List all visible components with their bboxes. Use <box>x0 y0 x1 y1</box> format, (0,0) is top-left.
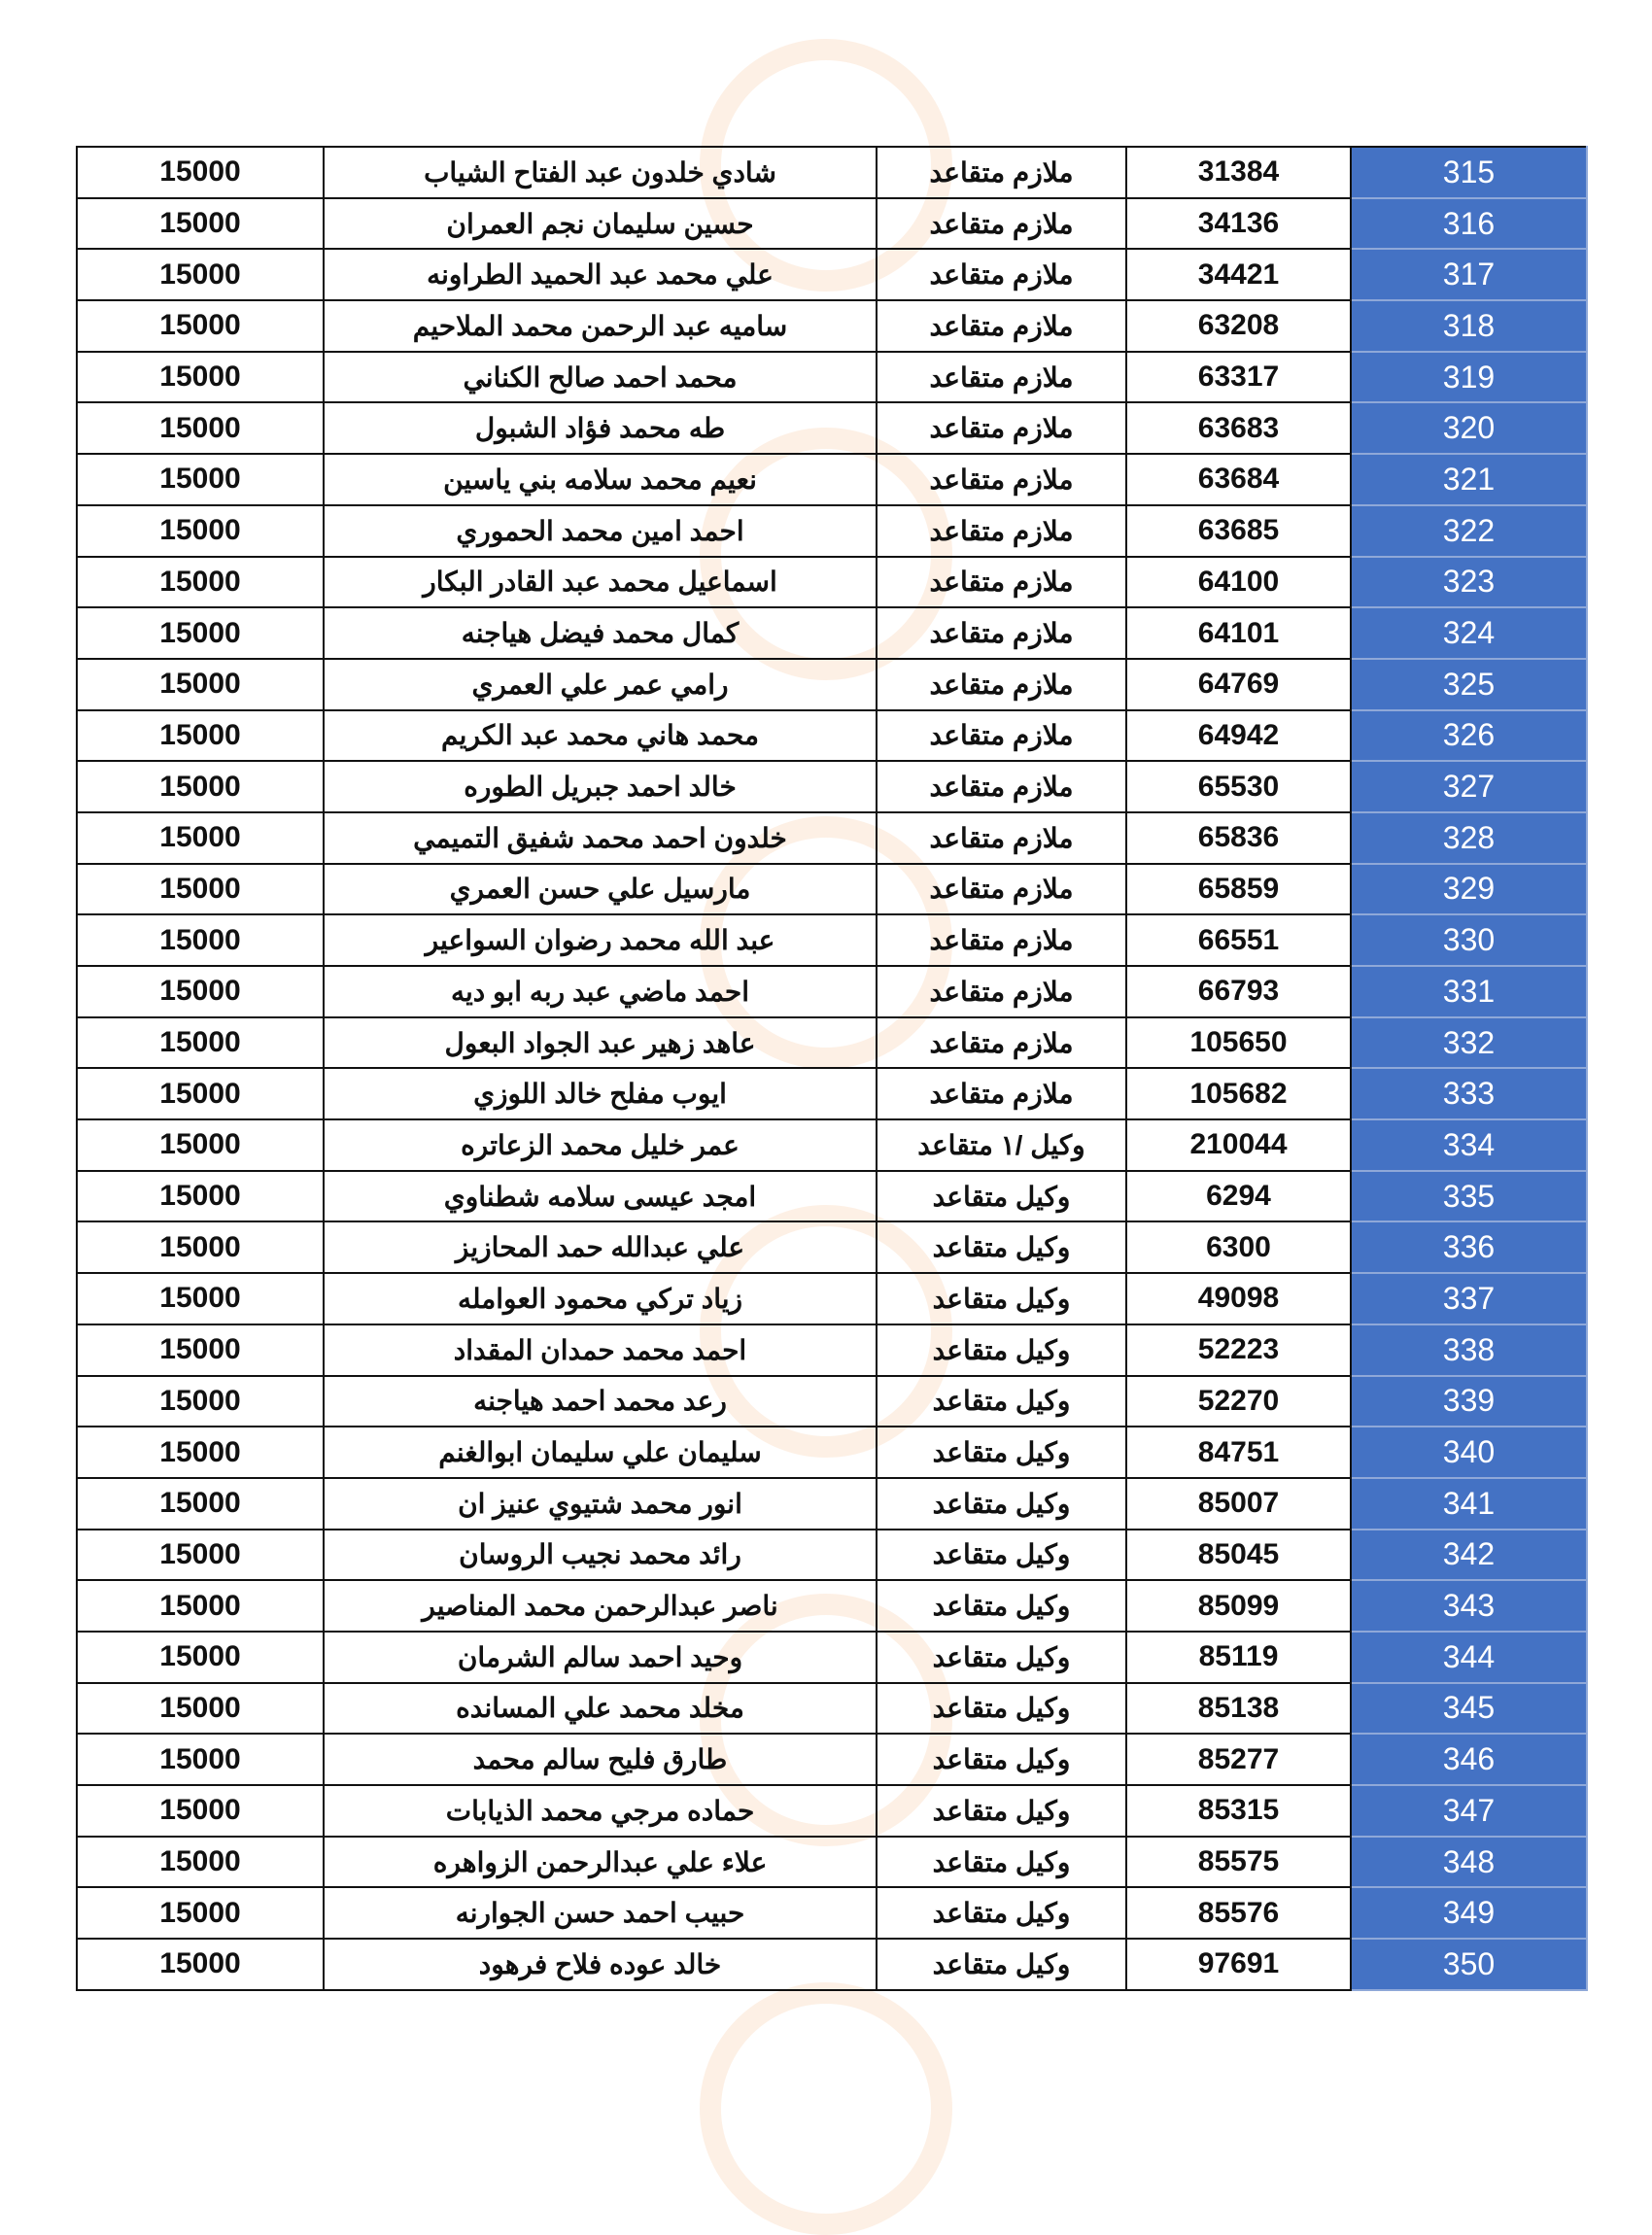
rank-cell: ملازم متقاعد <box>877 352 1126 403</box>
table-body <box>77 147 1587 1990</box>
military-number-cell: 85007 <box>1126 1478 1351 1530</box>
sequence-number-cell: 328 <box>1351 812 1587 864</box>
sequence-number-cell: 350 <box>1351 1939 1587 1990</box>
rank-cell: وكيل متقاعد <box>877 1887 1126 1939</box>
amount-cell: 15000 <box>77 249 324 300</box>
amount-cell: 15000 <box>77 1068 324 1119</box>
sequence-number-cell: 345 <box>1351 1683 1587 1735</box>
military-number-cell: 85576 <box>1126 1887 1351 1939</box>
name-cell: احمد محمد حمدان المقداد <box>324 1324 877 1376</box>
rank-cell: وكيل متقاعد <box>877 1683 1126 1735</box>
sequence-number-cell: 346 <box>1351 1734 1587 1785</box>
sequence-number-cell: 336 <box>1351 1221 1587 1273</box>
sequence-number-cell: 335 <box>1351 1171 1587 1222</box>
military-number-cell: 6294 <box>1126 1171 1351 1222</box>
amount-cell: 15000 <box>77 659 324 710</box>
military-number-cell: 84751 <box>1126 1427 1351 1478</box>
sequence-number-cell: 317 <box>1351 249 1587 300</box>
military-number-cell: 210044 <box>1126 1119 1351 1171</box>
name-cell: انور محمد شتيوي عنيز ان <box>324 1478 877 1530</box>
table-row <box>77 761 1587 812</box>
sequence-number-cell: 338 <box>1351 1324 1587 1376</box>
amount-cell: 15000 <box>77 1683 324 1735</box>
name-cell: وحيد احمد سالم الشرمان <box>324 1632 877 1683</box>
table-row <box>77 659 1587 710</box>
name-cell: ايوب مفلح خالد اللوزي <box>324 1068 877 1119</box>
amount-cell: 15000 <box>77 1580 324 1632</box>
military-number-cell: 64101 <box>1126 607 1351 659</box>
amount-cell: 15000 <box>77 1887 324 1939</box>
amount-cell: 15000 <box>77 761 324 812</box>
military-number-cell: 63685 <box>1126 505 1351 557</box>
name-cell: علاء علي عبدالرحمن الزواهره <box>324 1837 877 1888</box>
table-row <box>77 812 1587 864</box>
military-number-cell: 6300 <box>1126 1221 1351 1273</box>
table-row <box>77 1427 1587 1478</box>
name-cell: ساميه عبد الرحمن محمد الملاحيم <box>324 300 877 352</box>
rank-cell: وكيل متقاعد <box>877 1785 1126 1837</box>
table-row <box>77 1580 1587 1632</box>
amount-cell: 15000 <box>77 1221 324 1273</box>
rank-cell: وكيل متقاعد <box>877 1939 1126 1990</box>
sequence-number-cell: 340 <box>1351 1427 1587 1478</box>
table-row <box>77 1324 1587 1376</box>
name-cell: امجد عيسى سلامه شطناوي <box>324 1171 877 1222</box>
rank-cell: ملازم متقاعد <box>877 402 1126 454</box>
name-cell: رعد محمد احمد هياجنه <box>324 1376 877 1427</box>
retirees-table <box>76 146 1588 1991</box>
table-row <box>77 1017 1587 1069</box>
sequence-number-cell: 326 <box>1351 710 1587 762</box>
table-row <box>77 1273 1587 1324</box>
sequence-number-cell: 348 <box>1351 1837 1587 1888</box>
military-number-cell: 63684 <box>1126 454 1351 505</box>
name-cell: رامي عمر علي العمري <box>324 659 877 710</box>
military-number-cell: 85138 <box>1126 1683 1351 1735</box>
amount-cell: 15000 <box>77 1017 324 1069</box>
table-row <box>77 1119 1587 1171</box>
name-cell: زياد تركي محمود العوامله <box>324 1273 877 1324</box>
table-row <box>77 1683 1587 1735</box>
military-number-cell: 105682 <box>1126 1068 1351 1119</box>
name-cell: سليمان علي سليمان ابوالغنم <box>324 1427 877 1478</box>
sequence-number-cell: 330 <box>1351 914 1587 966</box>
table-row <box>77 1887 1587 1939</box>
sequence-number-cell: 329 <box>1351 864 1587 915</box>
table-row <box>77 1221 1587 1273</box>
table-row <box>77 1632 1587 1683</box>
table-row <box>77 557 1587 608</box>
sequence-number-cell: 343 <box>1351 1580 1587 1632</box>
name-cell: مخلد محمد علي المسانده <box>324 1683 877 1735</box>
amount-cell: 15000 <box>77 1119 324 1171</box>
amount-cell: 15000 <box>77 557 324 608</box>
amount-cell: 15000 <box>77 864 324 915</box>
amount-cell: 15000 <box>77 1734 324 1785</box>
rank-cell: وكيل متقاعد <box>877 1324 1126 1376</box>
sequence-number-cell: 323 <box>1351 557 1587 608</box>
rank-cell: وكيل متقاعد <box>877 1580 1126 1632</box>
name-cell: كمال محمد فيضل هياجنه <box>324 607 877 659</box>
rank-cell: ملازم متقاعد <box>877 505 1126 557</box>
rank-cell: ملازم متقاعد <box>877 659 1126 710</box>
military-number-cell: 31384 <box>1126 147 1351 198</box>
table-row <box>77 352 1587 403</box>
rank-cell: ملازم متقاعد <box>877 966 1126 1017</box>
amount-cell: 15000 <box>77 1632 324 1683</box>
name-cell: حبيب احمد حسن الجوارنه <box>324 1887 877 1939</box>
military-number-cell: 105650 <box>1126 1017 1351 1069</box>
rank-cell: وكيل متقاعد <box>877 1837 1126 1888</box>
name-cell: شادي خلدون عبد الفتاح الشياب <box>324 147 877 198</box>
rank-cell: ملازم متقاعد <box>877 147 1126 198</box>
military-number-cell: 64100 <box>1126 557 1351 608</box>
table-row <box>77 402 1587 454</box>
sequence-number-cell: 319 <box>1351 352 1587 403</box>
rank-cell: وكيل متقاعد <box>877 1427 1126 1478</box>
table-row <box>77 914 1587 966</box>
amount-cell: 15000 <box>77 607 324 659</box>
amount-cell: 15000 <box>77 710 324 762</box>
name-cell: علي عبدالله حمد المحازيز <box>324 1221 877 1273</box>
military-number-cell: 63683 <box>1126 402 1351 454</box>
amount-cell: 15000 <box>77 1427 324 1478</box>
name-cell: حماده مرجي محمد الذيابات <box>324 1785 877 1837</box>
military-number-cell: 85045 <box>1126 1530 1351 1581</box>
name-cell: عبد الله محمد رضوان السواعير <box>324 914 877 966</box>
sequence-number-cell: 342 <box>1351 1530 1587 1581</box>
table-row <box>77 300 1587 352</box>
watermark-clock-logo <box>700 1982 952 2235</box>
military-number-cell: 49098 <box>1126 1273 1351 1324</box>
rank-cell: ملازم متقاعد <box>877 914 1126 966</box>
sequence-number-cell: 339 <box>1351 1376 1587 1427</box>
table-row <box>77 1530 1587 1581</box>
table-row <box>77 1734 1587 1785</box>
name-cell: خالد عوده فلاح فرهود <box>324 1939 877 1990</box>
table-row <box>77 1376 1587 1427</box>
military-number-cell: 66551 <box>1126 914 1351 966</box>
table-row <box>77 864 1587 915</box>
amount-cell: 15000 <box>77 1478 324 1530</box>
sequence-number-cell: 337 <box>1351 1273 1587 1324</box>
table-row <box>77 607 1587 659</box>
military-number-cell: 65530 <box>1126 761 1351 812</box>
military-number-cell: 52223 <box>1126 1324 1351 1376</box>
rank-cell: ملازم متقاعد <box>877 761 1126 812</box>
table-row <box>77 1478 1587 1530</box>
name-cell: حسين سليمان نجم العمران <box>324 198 877 250</box>
table-row <box>77 505 1587 557</box>
amount-cell: 15000 <box>77 402 324 454</box>
amount-cell: 15000 <box>77 966 324 1017</box>
military-number-cell: 65859 <box>1126 864 1351 915</box>
sequence-number-cell: 320 <box>1351 402 1587 454</box>
name-cell: طارق فليح سالم محمد <box>324 1734 877 1785</box>
military-number-cell: 34136 <box>1126 198 1351 250</box>
amount-cell: 15000 <box>77 505 324 557</box>
rank-cell: وكيل متقاعد <box>877 1530 1126 1581</box>
name-cell: خلدون احمد محمد شفيق التميمي <box>324 812 877 864</box>
name-cell: ناصر عبدالرحمن محمد المناصير <box>324 1580 877 1632</box>
name-cell: علي محمد عبد الحميد الطراونه <box>324 249 877 300</box>
sequence-number-cell: 315 <box>1351 147 1587 198</box>
table-row <box>77 710 1587 762</box>
rank-cell: ملازم متقاعد <box>877 557 1126 608</box>
table-row <box>77 249 1587 300</box>
sequence-number-cell: 334 <box>1351 1119 1587 1171</box>
amount-cell: 15000 <box>77 1785 324 1837</box>
amount-cell: 15000 <box>77 812 324 864</box>
sequence-number-cell: 327 <box>1351 761 1587 812</box>
amount-cell: 15000 <box>77 1530 324 1581</box>
table-row <box>77 966 1587 1017</box>
name-cell: رائد محمد نجيب الروسان <box>324 1530 877 1581</box>
rank-cell: ملازم متقاعد <box>877 1017 1126 1069</box>
military-number-cell: 85119 <box>1126 1632 1351 1683</box>
military-number-cell: 52270 <box>1126 1376 1351 1427</box>
military-number-cell: 66793 <box>1126 966 1351 1017</box>
table-row <box>77 198 1587 250</box>
rank-cell: وكيل متقاعد <box>877 1376 1126 1427</box>
name-cell: عاهد زهير عبد الجواد البعول <box>324 1017 877 1069</box>
name-cell: عمر خليل محمد الزعاتره <box>324 1119 877 1171</box>
rank-cell: وكيل متقاعد <box>877 1221 1126 1273</box>
sequence-number-cell: 324 <box>1351 607 1587 659</box>
military-number-cell: 97691 <box>1126 1939 1351 1990</box>
rank-cell: وكيل متقاعد <box>877 1171 1126 1222</box>
military-number-cell: 85575 <box>1126 1837 1351 1888</box>
table-row <box>77 1171 1587 1222</box>
amount-cell: 15000 <box>77 198 324 250</box>
rank-cell: ملازم متقاعد <box>877 300 1126 352</box>
rank-cell: وكيل متقاعد <box>877 1734 1126 1785</box>
amount-cell: 15000 <box>77 1324 324 1376</box>
table-row <box>77 1837 1587 1888</box>
amount-cell: 15000 <box>77 1376 324 1427</box>
sequence-number-cell: 316 <box>1351 198 1587 250</box>
military-number-cell: 64769 <box>1126 659 1351 710</box>
amount-cell: 15000 <box>77 1939 324 1990</box>
table-row <box>77 1939 1587 1990</box>
rank-cell: وكيل متقاعد <box>877 1273 1126 1324</box>
military-number-cell: 85315 <box>1126 1785 1351 1837</box>
amount-cell: 15000 <box>77 1273 324 1324</box>
military-number-cell: 63317 <box>1126 352 1351 403</box>
military-number-cell: 85277 <box>1126 1734 1351 1785</box>
name-cell: طه محمد فؤاد الشبول <box>324 402 877 454</box>
sequence-number-cell: 349 <box>1351 1887 1587 1939</box>
name-cell: محمد احمد صالح الكناني <box>324 352 877 403</box>
rank-cell: ملازم متقاعد <box>877 1068 1126 1119</box>
sequence-number-cell: 344 <box>1351 1632 1587 1683</box>
table-row <box>77 1785 1587 1837</box>
military-number-cell: 85099 <box>1126 1580 1351 1632</box>
name-cell: نعيم محمد سلامه بني ياسين <box>324 454 877 505</box>
name-cell: مارسيل علي حسن العمري <box>324 864 877 915</box>
rank-cell: ملازم متقاعد <box>877 454 1126 505</box>
rank-cell: وكيل متقاعد <box>877 1478 1126 1530</box>
sequence-number-cell: 322 <box>1351 505 1587 557</box>
rank-cell: ملازم متقاعد <box>877 607 1126 659</box>
amount-cell: 15000 <box>77 454 324 505</box>
sequence-number-cell: 341 <box>1351 1478 1587 1530</box>
amount-cell: 15000 <box>77 147 324 198</box>
name-cell: احمد ماضي عبد ربه ابو ديه <box>324 966 877 1017</box>
rank-cell: ملازم متقاعد <box>877 249 1126 300</box>
military-number-cell: 64942 <box>1126 710 1351 762</box>
table-row <box>77 147 1587 198</box>
military-number-cell: 63208 <box>1126 300 1351 352</box>
sequence-number-cell: 325 <box>1351 659 1587 710</box>
sequence-number-cell: 321 <box>1351 454 1587 505</box>
military-number-cell: 65836 <box>1126 812 1351 864</box>
amount-cell: 15000 <box>77 300 324 352</box>
rank-cell: ملازم متقاعد <box>877 198 1126 250</box>
table-row <box>77 1068 1587 1119</box>
sequence-number-cell: 347 <box>1351 1785 1587 1837</box>
rank-cell: وكيل متقاعد <box>877 1632 1126 1683</box>
rank-cell: وكيل /١ متقاعد <box>877 1119 1126 1171</box>
sequence-number-cell: 332 <box>1351 1017 1587 1069</box>
sequence-number-cell: 333 <box>1351 1068 1587 1119</box>
sequence-number-cell: 331 <box>1351 966 1587 1017</box>
table-row <box>77 454 1587 505</box>
name-cell: اسماعيل محمد عبد القادر البكار <box>324 557 877 608</box>
sequence-number-cell: 318 <box>1351 300 1587 352</box>
name-cell: خالد احمد جبريل الطوره <box>324 761 877 812</box>
amount-cell: 15000 <box>77 352 324 403</box>
amount-cell: 15000 <box>77 1171 324 1222</box>
amount-cell: 15000 <box>77 914 324 966</box>
name-cell: محمد هاني محمد عبد الكريم <box>324 710 877 762</box>
name-cell: احمد امين محمد الحموري <box>324 505 877 557</box>
amount-cell: 15000 <box>77 1837 324 1888</box>
rank-cell: ملازم متقاعد <box>877 710 1126 762</box>
rank-cell: ملازم متقاعد <box>877 864 1126 915</box>
military-number-cell: 34421 <box>1126 249 1351 300</box>
rank-cell: ملازم متقاعد <box>877 812 1126 864</box>
